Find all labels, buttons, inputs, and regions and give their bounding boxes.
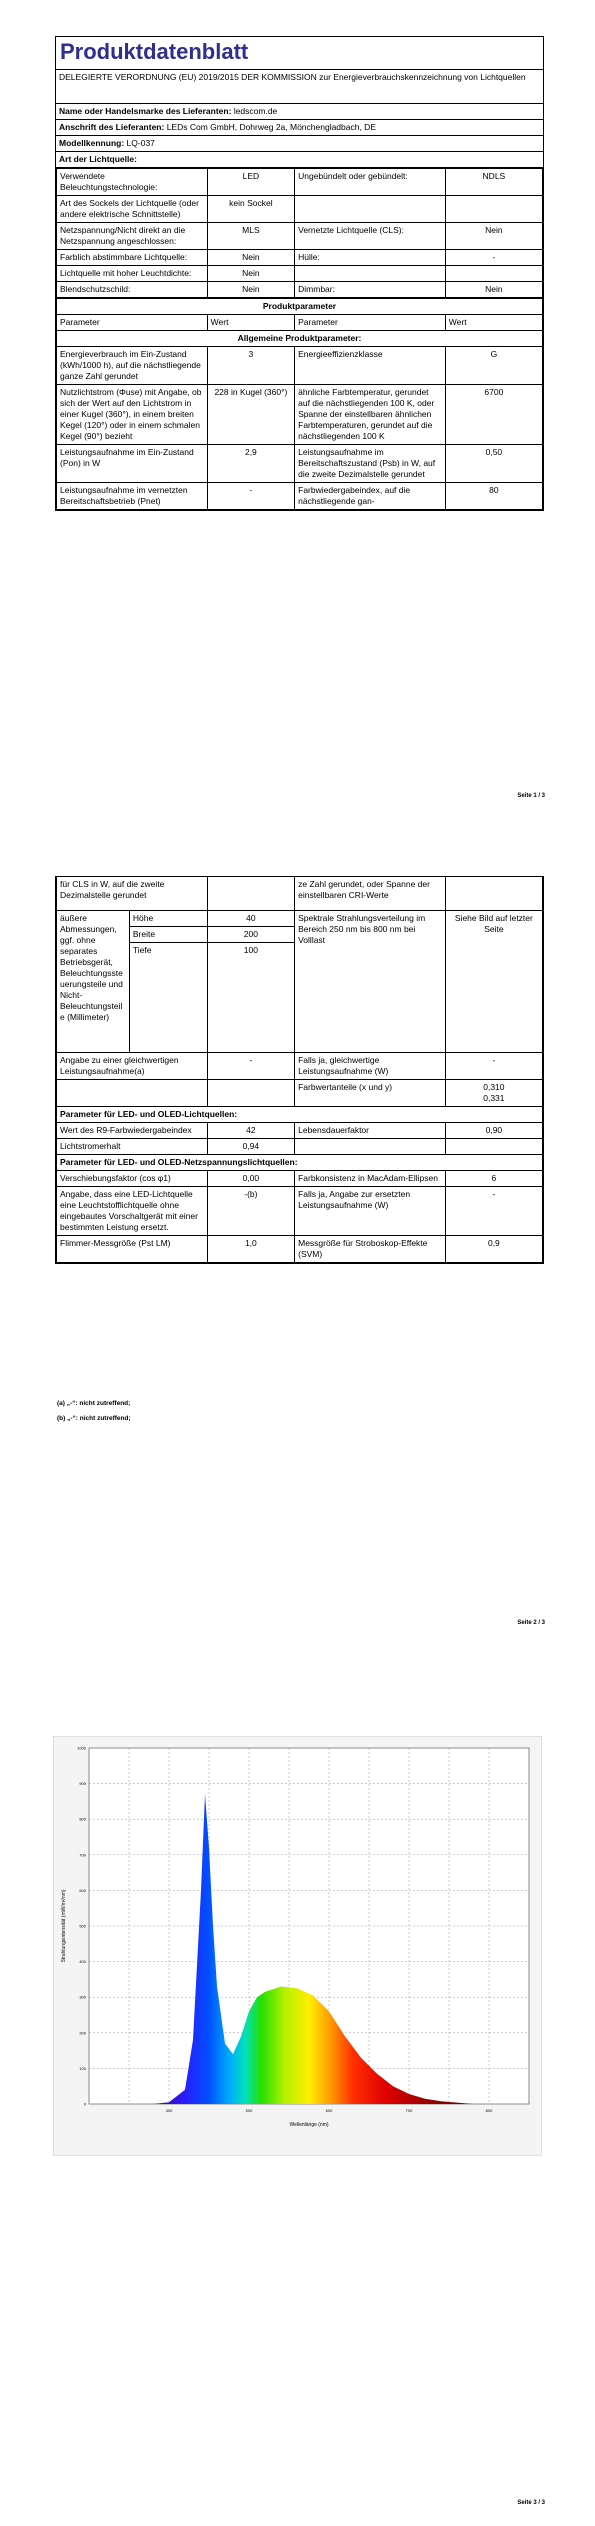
chroma-x: 0,310 <box>483 1082 505 1092</box>
param-label: Farblich abstimmbare Lichtquelle: <box>57 250 208 266</box>
product-params-heading: Produktparameter <box>57 299 543 315</box>
x-tick-label: 600 <box>325 2108 333 2113</box>
param-value: - <box>207 483 294 510</box>
model-id: LQ-037 <box>126 138 155 148</box>
page-1 <box>0 0 595 820</box>
param-value: 2,9 <box>207 445 294 483</box>
y-tick-label: 700 <box>79 1852 86 1858</box>
param-value: LED <box>207 169 294 196</box>
dim-value: 100 <box>207 943 294 1053</box>
cont-value-2 <box>445 877 542 911</box>
general-row <box>57 385 543 445</box>
y-tick-label: 0 <box>83 2101 86 2107</box>
params-table <box>56 298 543 510</box>
footnote-a: (a) „-“: nicht zutreffend; <box>57 1400 131 1407</box>
chroma-y: 0,331 <box>483 1093 505 1103</box>
param-label: Dimmbar: <box>295 282 446 298</box>
param-label: Netzspannung/Nicht direkt an die Netzspannung angeschlossen: <box>57 223 208 250</box>
param-label: Verwendete Beleuchtungstechnologie: <box>57 169 208 196</box>
param-label: Energieeffizienzklasse <box>295 347 446 385</box>
param-label: Nutzlichtstrom (Φuse) mit Angabe, ob sich der Wert auf den Lichtstrom in einer Kugel (360°), in einem breiten Kegel (120°) oder in einem schmalen Kegel (90°) bezieht <box>57 385 208 445</box>
y-tick-label: 400 <box>79 1959 86 1965</box>
param-value: Nein <box>207 250 294 266</box>
replace2-value: - <box>445 1187 542 1236</box>
replace-value: -(b) <box>207 1187 294 1236</box>
col-value-1: Wert <box>207 315 294 331</box>
type-row <box>57 250 543 266</box>
chroma-label: Farbwertanteile (x und y) <box>295 1080 446 1107</box>
x-tick-label: 800 <box>485 2108 493 2113</box>
type-row <box>57 223 543 250</box>
param-label: Lichtquelle mit hoher Leuchtdichte: <box>57 266 208 282</box>
shift-label: Verschiebungsfaktor (cos φ1) <box>57 1171 208 1187</box>
type-row <box>57 196 543 223</box>
x-axis-label: Wellenlänge (nm) <box>289 2122 329 2128</box>
params-table-cont <box>56 876 543 1263</box>
equiv2-value: - <box>445 1053 542 1080</box>
type-row <box>57 266 543 282</box>
param-label: Ungebündelt oder gebündelt: <box>295 169 446 196</box>
y-tick-label: 900 <box>79 1781 86 1787</box>
param-value: Nein <box>207 266 294 282</box>
param-value: Nein <box>207 282 294 298</box>
replace2-label: Falls ja, Angabe zur ersetzten Leistungsaufnahme (W) <box>295 1187 446 1236</box>
y-tick-label: 600 <box>79 1887 86 1893</box>
param-value <box>445 196 542 223</box>
param-value: 80 <box>445 483 542 510</box>
type-label: Art der Lichtquelle: <box>56 152 543 168</box>
footnote-b: (b) „-“: nicht zutreffend; <box>57 1415 131 1422</box>
param-value: 6700 <box>445 385 542 445</box>
equiv2-label: Falls ja, gleichwertige Leistungsaufnahme (W) <box>295 1053 446 1080</box>
consistency-label: Farbkonsistenz in MacAdam-Ellipsen <box>295 1171 446 1187</box>
supplier-name-row <box>56 104 543 120</box>
cont-param-2: ze Zahl gerundet, oder Spanne der einstellbaren CRI-Werte <box>295 877 446 911</box>
y-tick-label: 200 <box>79 2030 86 2036</box>
col-param-1: Parameter <box>57 315 208 331</box>
y-tick-label: 1000 <box>77 1745 86 1751</box>
datasheet-table <box>55 36 544 511</box>
param-value: 0,50 <box>445 445 542 483</box>
consistency-value: 6 <box>445 1171 542 1187</box>
stroboscopic-value: 0,9 <box>445 1236 542 1263</box>
page-title: Produktdatenblatt <box>56 37 543 70</box>
cont-value-1 <box>207 877 294 911</box>
y-tick-label: 500 <box>79 1923 86 1929</box>
supplier-name: ledscom.de <box>233 106 278 116</box>
stroboscopic-label: Messgröße für Stroboskop-Effekte (SVM) <box>295 1236 446 1263</box>
param-value: kein Sockel <box>207 196 294 223</box>
param-label <box>295 266 446 282</box>
dimensions-label: äußere Abmessungen, ggf. ohne separates Betriebsgerät, Beleuchtungssteuerungsteile und Nicht-Beleuchtungsteile (Millimeter) <box>57 911 130 1053</box>
equiv-label: Angabe zu einer gleichwertigen Leistungsaufnahme(a) <box>57 1053 208 1080</box>
supplier-address-label: Anschrift des Lieferanten: <box>59 122 165 132</box>
param-value: Nein <box>445 282 542 298</box>
spectral-value: Siehe Bild auf letzter Seite <box>445 911 542 1053</box>
param-label: Hülle: <box>295 250 446 266</box>
page-3 <box>0 1700 595 2526</box>
param-label: Farbwiedergabeindex, auf die nächstliegende gan- <box>295 483 446 510</box>
empty-cell <box>295 1139 446 1155</box>
dim-key: Breite <box>129 927 207 943</box>
supplier-address: LEDs Com GmbH, Dohrweg 2a, Mönchengladbach, DE <box>166 122 376 132</box>
param-value <box>445 266 542 282</box>
param-label: Leistungsaufnahme im vernetzten Bereitschaftsbetrieb (Pnet) <box>57 483 208 510</box>
y-tick-label: 100 <box>79 2065 86 2071</box>
led-params-heading: Parameter für LED- und OLED-Lichtquellen: <box>57 1107 543 1123</box>
maintenance-label: Lichtstromerhalt <box>57 1139 208 1155</box>
param-label <box>295 196 446 223</box>
model-label: Modellkennung: <box>59 138 125 148</box>
maintenance-value: 0,94 <box>207 1139 294 1155</box>
supplier-address-row <box>56 120 543 136</box>
param-label: Art des Sockels der Lichtquelle (oder andere elektrische Schnittstelle) <box>57 196 208 223</box>
spectral-label: Spektrale Strahlungsverteilung im Bereich 250 nm bis 800 nm bei Volllast <box>295 911 446 1053</box>
param-value: NDLS <box>445 169 542 196</box>
datasheet-table-cont <box>55 876 544 1264</box>
param-value: MLS <box>207 223 294 250</box>
cont-param-1: für CLS in W, auf die zweite Dezimalstelle gerundet <box>57 877 208 911</box>
general-row <box>57 445 543 483</box>
r9-label: Wert des R9-Farbwiedergabeindex <box>57 1123 208 1139</box>
x-tick-label: 500 <box>245 2108 253 2113</box>
page-2 <box>0 840 595 1680</box>
y-tick-label: 800 <box>79 1816 86 1822</box>
mains-params-heading: Parameter für LED- und OLED-Netzspannungslichtquellen: <box>57 1155 543 1171</box>
shift-value: 0,00 <box>207 1171 294 1187</box>
spectrum-chart <box>53 1736 542 2156</box>
x-tick-label: 700 <box>405 2108 413 2113</box>
regulation-text: DELEGIERTE VERORDNUNG (EU) 2019/2015 DER KOMMISSION zur Energieverbrauchskennzeichnung von Lichtquellen <box>56 70 543 104</box>
flicker-label: Flimmer-Messgröße (Pst LM) <box>57 1236 208 1263</box>
empty-cell <box>445 1139 542 1155</box>
general-row <box>57 483 543 510</box>
type-table <box>56 168 543 298</box>
page-number: Seite 2 / 3 <box>517 1620 545 1626</box>
dim-value: 200 <box>207 927 294 943</box>
chroma-values <box>445 1080 542 1107</box>
lifetime-value: 0,90 <box>445 1123 542 1139</box>
model-row <box>56 136 543 152</box>
param-label: Blendschutzschild: <box>57 282 208 298</box>
equiv-value: - <box>207 1053 294 1080</box>
col-param-2: Parameter <box>295 315 446 331</box>
col-value-2: Wert <box>445 315 542 331</box>
replace-label: Angabe, dass eine LED-Lichtquelle eine Leuchtstofflichtquelle ohne eingebautes Vorschaltgerät mit einer bestimmten Leistung ersetzt. <box>57 1187 208 1236</box>
dim-key: Tiefe <box>129 943 207 1053</box>
param-label: Leistungsaufnahme im Ein-Zustand (Pon) in W <box>57 445 208 483</box>
page-number: Seite 1 / 3 <box>517 793 545 799</box>
general-row <box>57 347 543 385</box>
x-tick-label: 400 <box>165 2108 173 2113</box>
param-value: 3 <box>207 347 294 385</box>
param-value: - <box>445 250 542 266</box>
general-params-heading: Allgemeine Produktparameter: <box>57 331 543 347</box>
y-tick-label: 300 <box>79 1994 86 2000</box>
type-row <box>57 169 543 196</box>
empty-cell <box>57 1080 208 1107</box>
page-number: Seite 3 / 3 <box>517 2500 545 2506</box>
param-value: Nein <box>445 223 542 250</box>
flicker-value: 1,0 <box>207 1236 294 1263</box>
r9-value: 42 <box>207 1123 294 1139</box>
param-value: 228 in Kugel (360°) <box>207 385 294 445</box>
param-label: ähnliche Farbtemperatur, gerundet auf die nächstliegenden 100 K, oder Spanne der einstellbaren ähnlichen Farbtemperaturen, gerundet auf die nächstliegenden 100 K <box>295 385 446 445</box>
dim-key: Höhe <box>129 911 207 927</box>
y-axis-label: Strahlungsintensität (mW/m²/nm) <box>61 1889 67 1963</box>
param-value: G <box>445 347 542 385</box>
param-label: Vernetzte Lichtquelle (CLS): <box>295 223 446 250</box>
param-label: Leistungsaufnahme im Bereitschaftszustand (Psb) in W, auf die zweite Dezimalstelle gerundet <box>295 445 446 483</box>
supplier-name-label: Name oder Handelsmarke des Lieferanten: <box>59 106 232 116</box>
dim-value: 40 <box>207 911 294 927</box>
empty-cell <box>207 1080 294 1107</box>
type-row <box>57 282 543 298</box>
lifetime-label: Lebensdauerfaktor <box>295 1123 446 1139</box>
param-label: Energieverbrauch im Ein-Zustand (kWh/1000 h), auf die nächstliegende ganze Zahl gerundet <box>57 347 208 385</box>
